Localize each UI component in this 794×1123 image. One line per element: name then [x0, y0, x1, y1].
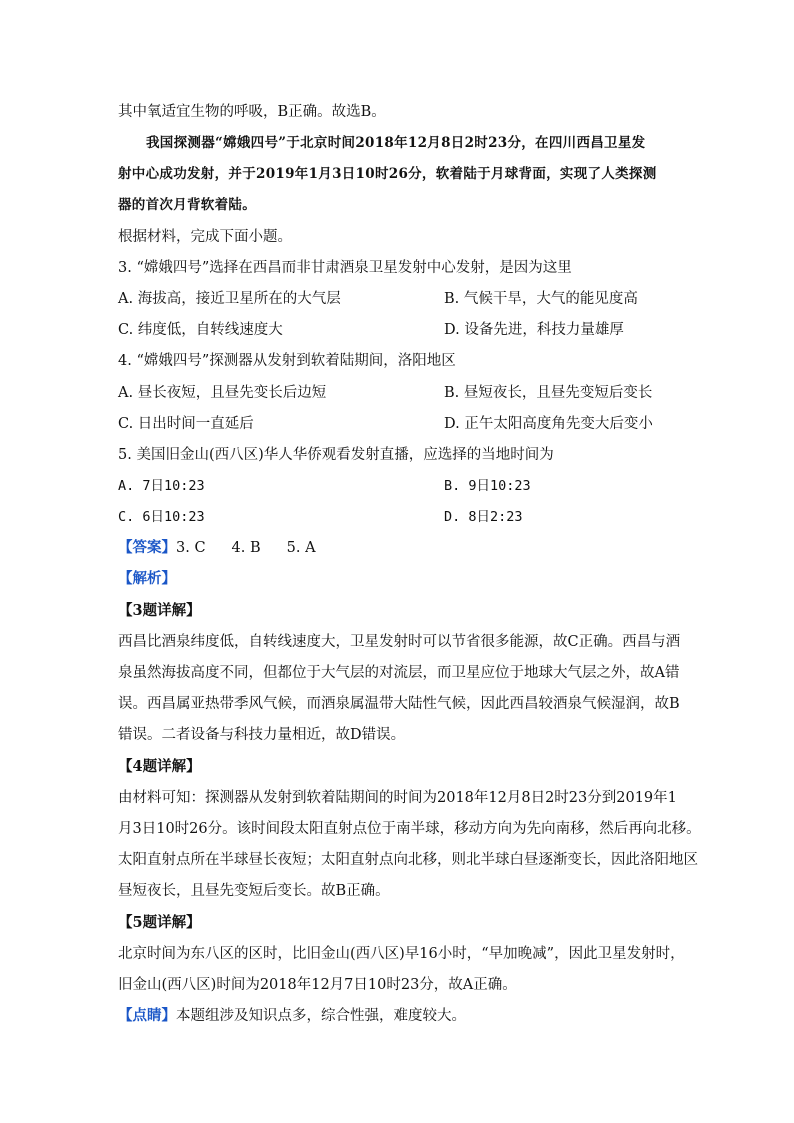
- detail-4-line-2: 月3日10时26分。该时间段太阳直射点位于南半球，移动方向为先向南移，然后再向北移。: [118, 821, 701, 837]
- detail-3-label: 【3题详解】: [118, 602, 201, 619]
- answer-label: 【答案】: [118, 539, 176, 556]
- question-4-option-b: B. 昼短夜长，且昼先变短后变长: [444, 385, 653, 401]
- detail-4-label: 【4题详解】: [118, 758, 201, 775]
- answer-row: [118, 538, 342, 558]
- intro-end-text: 其中氧适宜生物的呼吸，B正确。故选B。: [118, 104, 386, 120]
- question-3-option-c: C. 纬度低，自转线速度大: [118, 322, 283, 338]
- question-5-option-b: B. 9日10:23: [444, 478, 531, 494]
- passage-line-1: 我国探测器“嫦娥四号”于北京时间2018年12月8日2时23分，在四川西昌卫星发: [146, 135, 646, 151]
- question-5-option-c: C. 6日10:23: [118, 509, 205, 525]
- detail-3-line-3: 误。西昌属亚热带季风气候，而酒泉属温带大陆性气候，因此西昌较酒泉气候湿润，故B: [118, 696, 680, 712]
- question-3-option-b: B. 气候干旱，大气的能见度高: [444, 291, 638, 307]
- question-3-option-d: D. 设备先进，科技力量雄厚: [444, 322, 624, 338]
- detail-4-line-4: 昼短夜长，且昼先变短后变长。故B正确。: [118, 883, 390, 899]
- passage-line-3: 器的首次月背软着陆。: [118, 197, 256, 213]
- answer-5: 5. A: [286, 540, 316, 556]
- detail-5-line-2: 旧金山(西八区)时间为2018年12月7日10时23分，故A正确。: [118, 977, 517, 993]
- detail-3-line-2: 泉虽然海拔高度不同，但都位于大气层的对流层，而卫星应位于地球大气层之外，故A错: [118, 665, 680, 681]
- question-3-stem: 3. “嫦娥四号”选择在西昌而非甘肃酒泉卫星发射中心发射，是因为这里: [118, 260, 572, 276]
- comment-label: 【点睛】: [118, 1007, 176, 1024]
- comment-row: [118, 1006, 466, 1026]
- analysis-label: 【解析】: [118, 570, 176, 587]
- question-5-option-d: D. 8日2:23: [444, 509, 523, 525]
- question-4-option-c: C. 日出时间一直延后: [118, 416, 254, 432]
- question-4-option-d: D. 正午太阳高度角先变大后变小: [444, 416, 653, 432]
- passage-line-2: 射中心成功发射，并于2019年1月3日10时26分，软着陆于月球背面，实现了人类探测: [118, 166, 657, 182]
- answer-4: 4. B: [231, 540, 261, 556]
- question-4-option-a: A. 昼长夜短，且昼先变长后边短: [118, 385, 327, 401]
- question-5-option-a: A. 7日10:23: [118, 478, 205, 494]
- comment-text: 本题组涉及知识点多，综合性强，难度较大。: [176, 1008, 466, 1024]
- instruction-text: 根据材料，完成下面小题。: [118, 229, 292, 245]
- question-4-stem: 4. “嫦娥四号”探测器从发射到软着陆期间，洛阳地区: [118, 353, 456, 369]
- answer-3: 3. C: [176, 540, 206, 556]
- question-3-option-a: A. 海拔高，接近卫星所在的大气层: [118, 291, 341, 307]
- detail-4-line-3: 太阳直射点所在半球昼长夜短；太阳直射点向北移，则北半球白昼逐渐变长，因此洛阳地区: [118, 852, 698, 868]
- detail-5-line-1: 北京时间为东八区的区时，比旧金山(西八区)早16小时，“早加晚减”，因此卫星发射时，: [118, 946, 685, 962]
- detail-4-line-1: 由材料可知：探测器从发射到软着陆期间的时间为2018年12月8日2时23分到2019年1: [118, 790, 677, 806]
- detail-3-line-1: 西昌比酒泉纬度低，自转线速度大，卫星发射时可以节省很多能源，故C正确。西昌与酒: [118, 634, 681, 650]
- detail-5-label: 【5题详解】: [118, 914, 201, 931]
- detail-3-line-4: 错误。二者设备与科技力量相近，故D错误。: [118, 727, 406, 743]
- question-5-stem: 5. 美国旧金山(西八区)华人华侨观看发射直播，应选择的当地时间为: [118, 447, 554, 463]
